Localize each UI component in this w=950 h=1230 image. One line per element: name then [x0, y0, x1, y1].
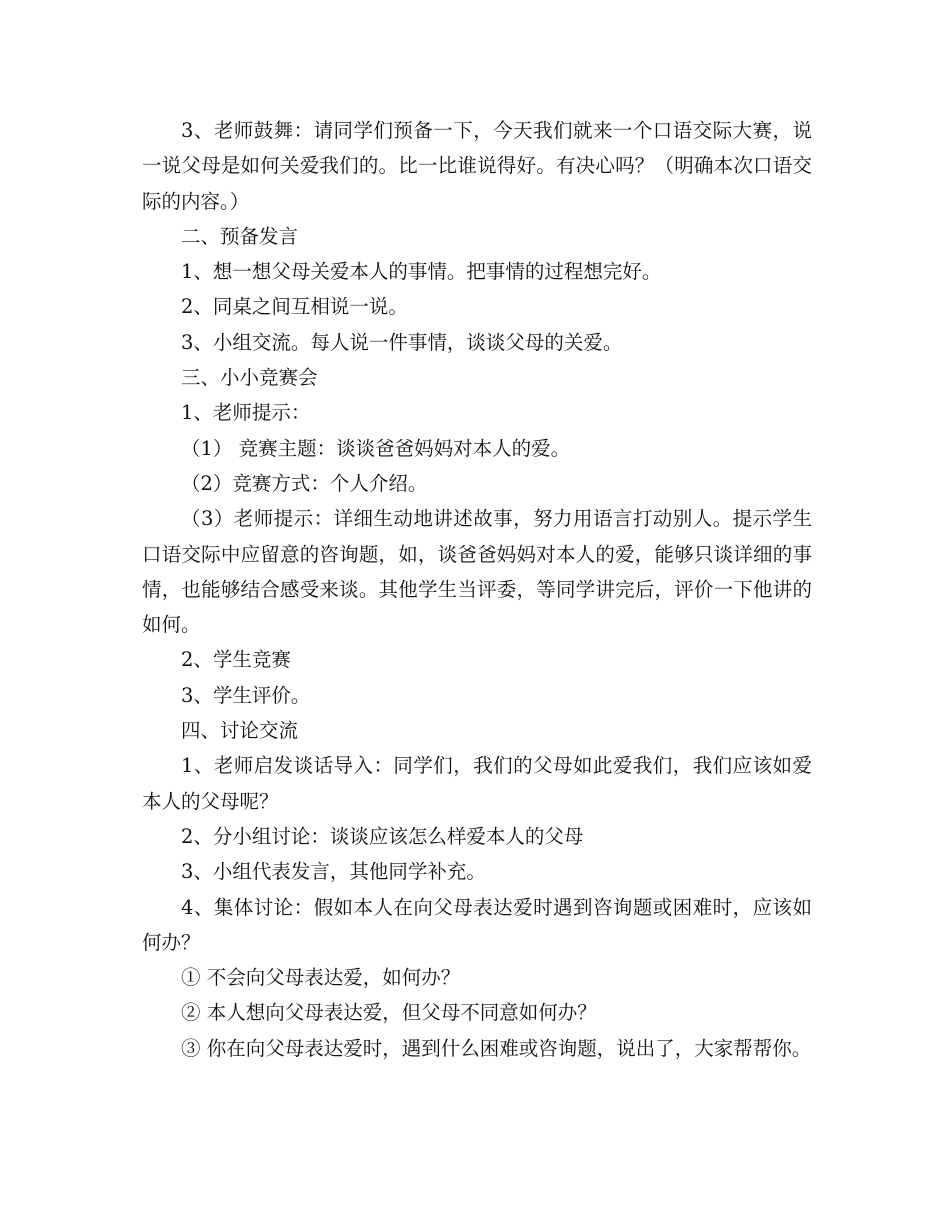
list-item-teacher-hint: 1、老师提示： — [181, 401, 311, 425]
list-item-teacher-intro: 1、老师启发谈话导入：同学们，我们的父母如此爱我们，我们应该如爱本人的父母呢？ — [142, 754, 812, 813]
paragraph-teacher-encouragement: 3、老师鼓舞：请同学们预备一下，今天我们就来一个口语交际大赛，说一说父母是如何关爱我们的。比一比谁说得好。有决心吗？（明确本次口语交际的内容。） — [142, 119, 812, 213]
list-item-group-representative: 3、小组代表发言，其他同学补充。 — [181, 860, 486, 884]
list-item-group-exchange: 3、小组交流。每人说一件事情，谈谈父母的关爱。 — [181, 330, 623, 354]
question-item-1: ① 不会向父母表达爱，如何办？ — [181, 966, 461, 990]
question-item-3: ③ 你在向父母表达爱时，遇到什么困难或咨询题，说出了，大家帮帮你。 — [181, 1036, 812, 1060]
section-heading-contest: 三、小小竞赛会 — [181, 366, 318, 390]
sub-item-contest-method: （2）竞赛方式：个人介绍。 — [181, 471, 428, 495]
list-item-collective-discussion: 4、集体讨论：假如本人在向父母表达爱时遇到咨询题或困难时，应该如何办？ — [142, 895, 812, 954]
list-item-student-review: 3、学生评价。 — [181, 683, 311, 707]
section-heading-discussion: 四、讨论交流 — [181, 719, 299, 743]
question-item-2: ② 本人想向父母表达爱，但父母不同意如何办？ — [181, 1001, 597, 1025]
list-item-think: 1、想一想父母关爱本人的事情。把事情的过程想完好。 — [181, 260, 662, 284]
sub-item-teacher-tips: （3）老师提示：详细生动地讲述故事，努力用语言打动别人。提示学生口语交际中应留意的咨询题，如，谈爸爸妈妈对本人的爱，能够只谈详细的事情，也能够结合感受来谈。其他学生当评委，等同学讲完后，评价一下他讲的如何。 — [142, 507, 812, 637]
section-heading-prepare-speech: 二、预备发言 — [181, 224, 299, 248]
sub-item-contest-theme: （1） 竞赛主题：谈谈爸爸妈妈对本人的爱。 — [181, 436, 571, 460]
document-page — [142, 113, 812, 1066]
list-item-student-contest: 2、学生竞赛 — [181, 648, 291, 672]
list-item-deskmate: 2、同桌之间互相说一说。 — [181, 295, 408, 319]
list-item-group-discussion: 2、分小组讨论：谈谈应该怎么样爱本人的父母 — [181, 824, 584, 848]
